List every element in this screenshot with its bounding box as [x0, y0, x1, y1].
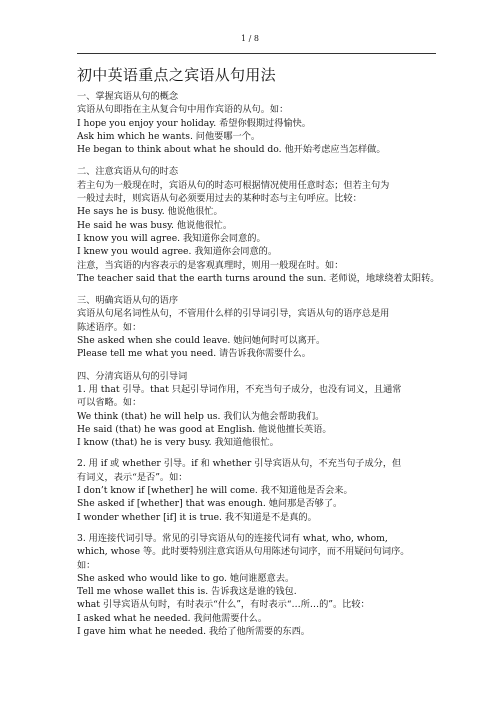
- section-heading-3: 三、明确宾语从句的语序: [77, 295, 179, 307]
- example-line: Ask him which he wants. 问他要哪一个。: [77, 130, 261, 142]
- example-line: She asked if [whether] that was enough. 她问那是否够了。: [77, 498, 343, 510]
- body-line: 有词义，表示“是否”。如：: [77, 471, 188, 483]
- example-line: I hope you enjoy your holiday. 希望你假期过得愉快。: [77, 117, 311, 129]
- header-rule: [77, 53, 436, 54]
- document-body: [77, 90, 442, 638]
- body-line: 3. 用连接代词引导。常见的引导宾语从句的连接代词有 what, who, whom,: [77, 532, 388, 544]
- body-line: which, whose 等。此时要特别注意宾语从句用陈述句词序，而不用疑问句词序。: [77, 546, 410, 558]
- example-line: She asked who would like to go. 她问谁愿意去。: [77, 572, 295, 584]
- example-line: I knew you would agree. 我知道你会同意的。: [77, 246, 278, 258]
- body-line: 如：: [77, 559, 96, 571]
- example-line: The teacher said that the earth turns around the sun. 老师说，地球绕着太阳转。: [77, 272, 440, 284]
- body-line: 宾语从句即指在主从复合句中用作宾语的从句。如：: [77, 104, 289, 116]
- example-line: I know you will agree. 我知道你会同意的。: [77, 232, 266, 244]
- body-line: 一般过去时，则宾语从句必须要用过去的某种时态与主句呼应。比较：: [77, 193, 362, 205]
- paragraph-gap: [77, 524, 442, 532]
- example-line: I asked what he needed. 我问他需要什么。: [77, 612, 268, 624]
- page-number: 1 / 8: [241, 34, 259, 43]
- section-heading-2: 二、注意宾语从句的时态: [77, 166, 179, 178]
- section-heading-4: 四、分清宾语从句的引导词: [77, 370, 188, 382]
- example-line: He said he was busy. 他说他很忙。: [77, 219, 233, 231]
- body-line: 1. 用 that 引导。that 只起引导词作用，不充当句子成分，也没有词义，且通常: [77, 383, 402, 395]
- body-line: 若主句为一般现在时，宾语从句的时态可根据情况使用任意时态；但若主句为: [77, 179, 390, 191]
- example-line: Please tell me what you need. 请告诉我你需要什么。: [77, 348, 311, 360]
- example-line: I wonder whether [if] it is true. 我不知道是不是真的。: [77, 511, 317, 523]
- body-line: 陈述语序。如：: [77, 321, 142, 333]
- document-title: 初中英语重点之宾语从句用法: [77, 66, 276, 84]
- body-line: what 引导宾语从句时，有时表示“什么”，有时表示“…所…的”。比较：: [77, 599, 370, 611]
- paragraph-gap: [77, 449, 442, 457]
- example-line: I gave him what he needed. 我给了他所需要的东西。: [77, 625, 310, 637]
- body-line: 可以省略。如：: [77, 397, 142, 409]
- example-line: Tell me whose wallet this is. 告诉我这是谁的钱包.: [77, 586, 297, 598]
- section-heading-1: 一、掌握宾语从句的概念: [77, 91, 179, 102]
- example-line: She asked when she could leave. 她问她何时可以离开。: [77, 335, 326, 347]
- example-line: He began to think about what he should do. 他开始考虑应当怎样做。: [77, 144, 386, 156]
- example-line: I don’t know if [whether] he will come. 我不知道他是否会来。: [77, 485, 353, 497]
- example-line: I know (that) he is very busy. 我知道他很忙。: [77, 437, 279, 449]
- body-line: 2. 用 if 或 whether 引导。if 和 whether 引导宾语从句，不充当句子成分，但: [77, 458, 402, 470]
- body-line: 宾语从句尾名词性从句，不管用什么样的引导词引导，宾语从句的语序总是用: [77, 308, 390, 320]
- example-line: We think (that) he will help us. 我们认为他会帮助我们。: [77, 410, 325, 422]
- body-line: 注意，当宾语的内容表示的是客观真理时，则用一般现在时。如：: [77, 259, 344, 271]
- example-line: He says he is busy. 他说他很忙。: [77, 206, 223, 218]
- example-line: He said (that) he was good at English. 他说他擅长英语。: [77, 423, 332, 435]
